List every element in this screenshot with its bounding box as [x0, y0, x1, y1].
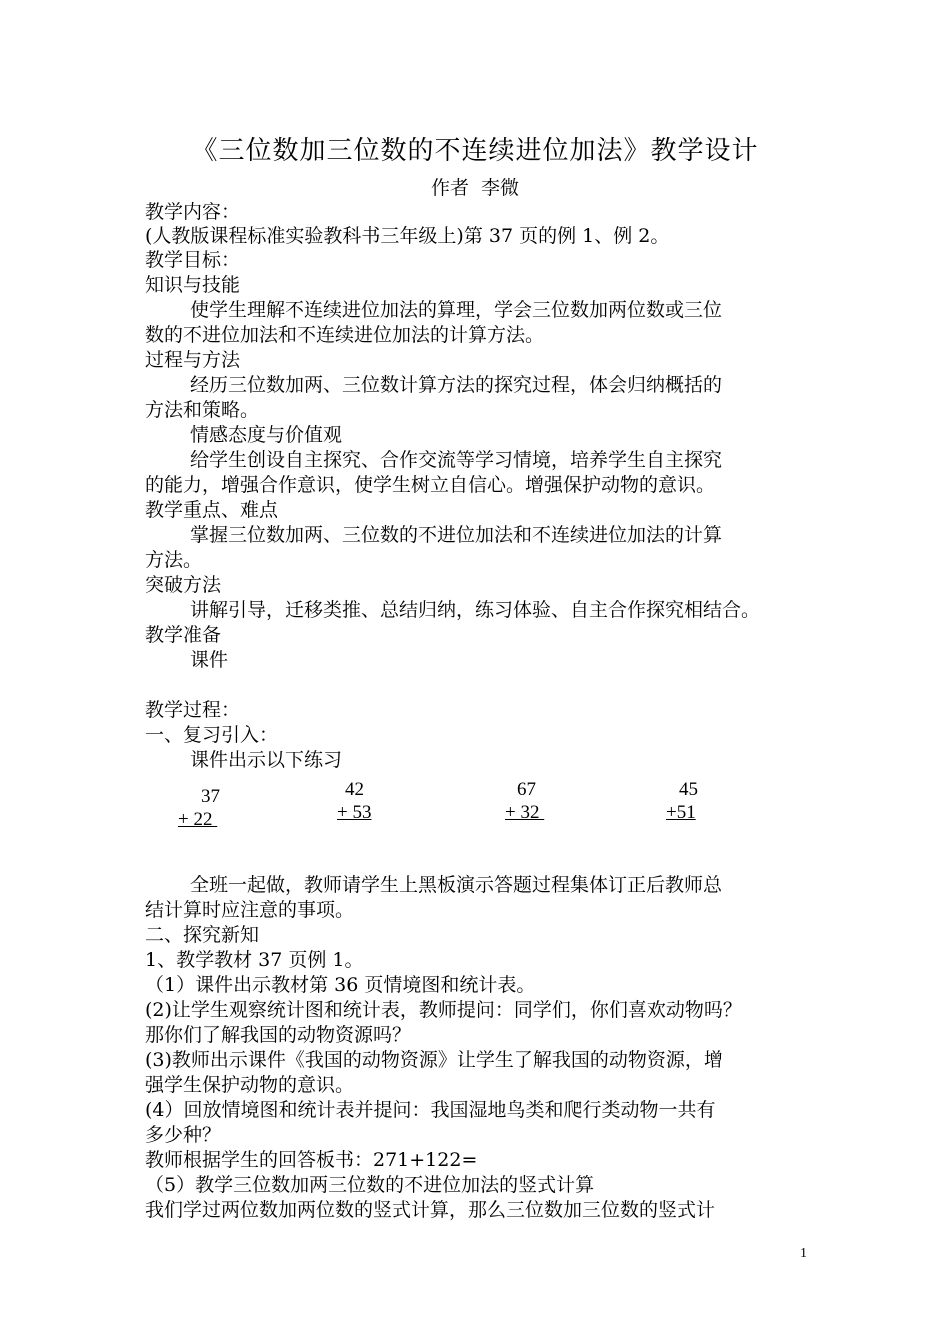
- step-2: (2)让学生观察统计图和统计表，教师提问：同学们，你们喜欢动物吗？: [145, 999, 742, 1021]
- paragraph-line: 课件: [190, 649, 229, 671]
- page-number: 1: [800, 1246, 807, 1261]
- paragraph-line: 的能力，增强合作意识，使学生树立自信心。增强保护动物的意识。: [145, 474, 716, 496]
- exercise-1-top: 37: [201, 786, 220, 807]
- paragraph-line: 强学生保护动物的意识。: [145, 1074, 355, 1096]
- paragraph-line: 教师根据学生的回答板书：271+122=: [145, 1149, 478, 1171]
- paragraph-line: 数的不进位加法和不连续进位加法的计算方法。: [145, 324, 545, 346]
- section-heading-process: 教学过程：: [145, 699, 241, 721]
- step-1: （1）课件出示教材第 36 页情境图和统计表。: [145, 974, 536, 996]
- section-heading-key-points: 教学重点、难点: [145, 499, 279, 521]
- paragraph-line: 讲解引导，迁移类推、总结归纳，练习体验、自主合作探究相结合。: [190, 599, 761, 621]
- subheading-process-method: 过程与方法: [145, 349, 241, 371]
- section-heading-goals: 教学目标：: [145, 249, 241, 271]
- step-5: （5）教学三位数加两三位数的不进位加法的竖式计算: [145, 1174, 595, 1196]
- exercise-1-bottom: + 22: [178, 809, 218, 830]
- paragraph-line: 全班一起做，教师请学生上黑板演示答题过程集体订正后教师总: [190, 874, 723, 896]
- subheading-knowledge-skills: 知识与技能: [145, 274, 241, 296]
- document-title: 《三位数加三位数的不连续进位加法》教学设计: [191, 136, 759, 166]
- step-3: (3)教师出示课件《我国的动物资源》让学生了解我国的动物资源，增: [145, 1049, 723, 1071]
- paragraph-line: 多少种？: [145, 1124, 222, 1146]
- exercise-4-bottom: +51: [666, 802, 696, 823]
- section-heading-method: 突破方法: [145, 574, 222, 596]
- paragraph-line: 课件出示以下练习: [190, 749, 343, 771]
- paragraph-line: 1、教学教材 37 页例 1。: [145, 949, 364, 971]
- section-heading-content: 教学内容：: [145, 201, 241, 223]
- subheading-review: 一、复习引入：: [145, 724, 279, 746]
- content-text: (人教版课程标准实验教科书三年级上)第 37 页的例 1、例 2。: [145, 225, 670, 247]
- exercise-2-bottom: + 53: [337, 802, 372, 823]
- paragraph-line: 使学生理解不连续进位加法的算理，学会三位数加两位数或三位: [190, 299, 723, 321]
- subheading-explore: 二、探究新知: [145, 924, 260, 946]
- exercise-2-top: 42: [345, 779, 364, 800]
- section-heading-preparation: 教学准备: [145, 624, 222, 646]
- paragraph-line: 掌握三位数加两、三位数的不进位加法和不连续进位加法的计算: [190, 524, 723, 546]
- paragraph-line: 那你们了解我国的动物资源吗？: [145, 1024, 412, 1046]
- paragraph-line: 结计算时应注意的事项。: [145, 899, 355, 921]
- exercise-3-top: 67: [517, 779, 536, 800]
- author-line: 作者 李微: [430, 177, 520, 199]
- paragraph-line: 经历三位数加两、三位数计算方法的探究过程，体会归纳概括的: [190, 374, 723, 396]
- exercise-4-top: 45: [679, 779, 698, 800]
- paragraph-line: 方法和策略。: [145, 399, 260, 421]
- step-4: (4）回放情境图和统计表并提问：我国湿地鸟类和爬行类动物一共有: [145, 1099, 716, 1121]
- subheading-attitude-values: 情感态度与价值观: [190, 424, 343, 446]
- paragraph-line: 方法。: [145, 549, 203, 571]
- exercise-3-bottom: + 32: [505, 802, 545, 823]
- paragraph-line: 我们学过两位数加两位数的竖式计算，那么三位数加三位数的竖式计: [145, 1199, 716, 1221]
- paragraph-line: 给学生创设自主探究、合作交流等学习情境，培养学生自主探究: [190, 449, 723, 471]
